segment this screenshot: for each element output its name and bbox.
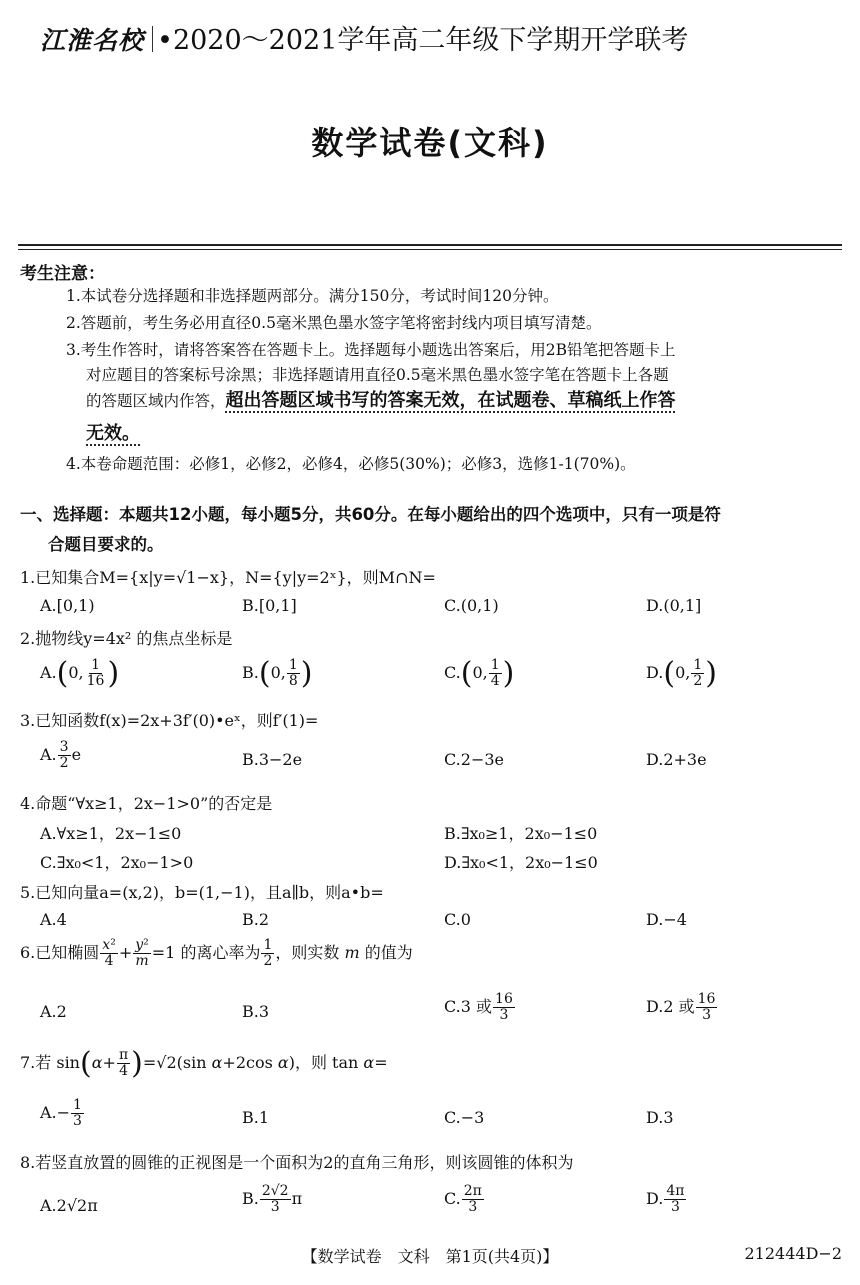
divider-rule xyxy=(18,244,842,246)
q8-option-d: D. $\frac{4\pi}{3}$ xyxy=(646,1183,685,1215)
question-5: 5.已知向量a=(x,2)，b=(1,−1)，且a∥b，则a•b= xyxy=(20,883,384,902)
section-line-2: 合题目要求的。 xyxy=(48,535,164,554)
q8-option-c: C. $\frac{2\pi}{3}$ xyxy=(444,1183,482,1215)
notice-item-3-cont2 xyxy=(86,389,676,413)
paper-code: 212444D−2 xyxy=(744,1244,842,1263)
header-divider xyxy=(152,26,153,52)
notice-item-3: 3.考生作答时，请将答案答在答题卡上。选择题每小题选出答案后，用2B铅笔把答题卡上 xyxy=(66,341,676,359)
q6-option-b: B.3 xyxy=(242,1002,270,1021)
question-1: 1.已知集合M={x|y=√1−x}，N={y|y=2ˣ}，则M∩N= xyxy=(20,568,436,587)
notice-emphasis: 超出答题区域书写的答案无效，在试题卷、草稿纸上作答 xyxy=(225,390,676,411)
brand-logo-text: 江淮名校 xyxy=(40,26,145,55)
q6-option-c: C.3 或 $\frac{16}{3}$ xyxy=(444,991,513,1023)
q7-option-a: A.− $\frac{1}{3}$ xyxy=(40,1097,82,1129)
exam-name: •2020～2021学年高二年级下学期开学联考 xyxy=(157,25,689,56)
q6-option-a: A.2 xyxy=(40,1002,67,1021)
section-title xyxy=(20,500,845,560)
paper-title: 数学试卷(文科) xyxy=(311,124,549,162)
notice-text: 的答题区域内作答， xyxy=(86,392,226,410)
q2-option-b: B.(0, $\frac{1}{8}$ ) xyxy=(242,656,313,691)
q2-option-d: D.(0, $\frac{1}{2}$ ) xyxy=(646,656,717,691)
question-6: 6.已知椭圆 $\frac{\text{x²}}{4}$ + $\frac{\text{y²}}{m}$ =1 的离心率为 $\frac{1}{2}$ ，则实数 m 的值为 xyxy=(20,937,413,969)
notice-heading: 考生注意： xyxy=(20,264,105,284)
notice-item-3-cont: 对应题目的答案标号涂黑；非选择题请用直径0.5毫米黑色墨水签字笔在答题卡上各题 xyxy=(86,366,669,384)
q4-option-c: C.∃x₀<1，2x₀−1>0 xyxy=(40,853,194,872)
q5-option-d: D.−4 xyxy=(646,910,687,929)
q8-option-a: A.2√2π xyxy=(40,1196,98,1215)
q5-option-c: C.0 xyxy=(444,910,471,929)
q3-option-c: C.2−3e xyxy=(444,750,504,769)
divider-rule-thin xyxy=(18,249,842,250)
question-8: 8.若竖直放置的圆锥的正视图是一个面积为2的直角三角形，则该圆锥的体积为 xyxy=(20,1153,574,1172)
q4-option-b: B.∃x₀≥1，2x₀−1≤0 xyxy=(444,824,598,843)
notice-emphasis-end: 无效。 xyxy=(86,423,140,444)
q7-option-d: D.3 xyxy=(646,1108,674,1127)
notice-item-2: 2.答题前，考生务必用直径0.5毫米黑色墨水签字笔将密封线内项目填写清楚。 xyxy=(66,314,602,332)
q5-option-b: B.2 xyxy=(242,910,270,929)
notice-item-1: 1.本试卷分选择题和非选择题两部分。满分150分，考试时间120分钟。 xyxy=(66,287,559,305)
exam-header xyxy=(40,18,840,57)
q1-option-c: C.(0,1) xyxy=(444,596,499,615)
q5-option-a: A.4 xyxy=(40,910,67,929)
q1-option-a: A.[0,1) xyxy=(40,596,95,615)
page-footer: 【数学试卷 文科 第1页(共4页)】 xyxy=(301,1247,559,1266)
section-line-1: 一、选择题：本题共12小题，每小题5分，共60分。在每小题给出的四个选项中，只有一项是符 xyxy=(20,505,721,524)
q3-option-a: A. $\frac{3}{2}$ e xyxy=(40,739,82,771)
q6-option-d: D.2 或 $\frac{16}{3}$ xyxy=(646,991,716,1023)
q2-option-c: C.(0, $\frac{1}{4}$ ) xyxy=(444,656,515,691)
question-4: 4.命题“∀x≥1，2x−1>0”的否定是 xyxy=(20,794,273,813)
q2-option-a: A.(0, $\frac{1}{16}$ ) xyxy=(40,656,120,691)
q4-option-a: A.∀x≥1，2x−1≤0 xyxy=(40,824,182,843)
q3-option-d: D.2+3e xyxy=(646,750,707,769)
question-2: 2.抛物线y=4x² 的焦点坐标是 xyxy=(20,629,233,648)
q1-option-b: B.[0,1] xyxy=(242,596,297,615)
q8-option-b: B. $\frac{2√2}{3}$ π xyxy=(242,1183,303,1215)
question-3: 3.已知函数f(x)=2x+3f′(0)•eˣ，则f′(1)= xyxy=(20,711,319,730)
q7-option-b: B.1 xyxy=(242,1108,270,1127)
q7-option-c: C.−3 xyxy=(444,1108,485,1127)
q3-option-b: B.3−2e xyxy=(242,750,303,769)
notice-item-4: 4.本卷命题范围：必修1，必修2，必修4，必修5(30%)；必修3，选修1-1(70%)。 xyxy=(66,455,636,473)
q1-option-d: D.(0,1] xyxy=(646,596,702,615)
q4-option-d: D.∃x₀<1，2x₀−1≤0 xyxy=(444,853,598,872)
question-7: 7.若 sin(α+ $\frac{\pi}{4}$ )=√2(sin α+2cos α)，则 tan α= xyxy=(20,1046,388,1081)
